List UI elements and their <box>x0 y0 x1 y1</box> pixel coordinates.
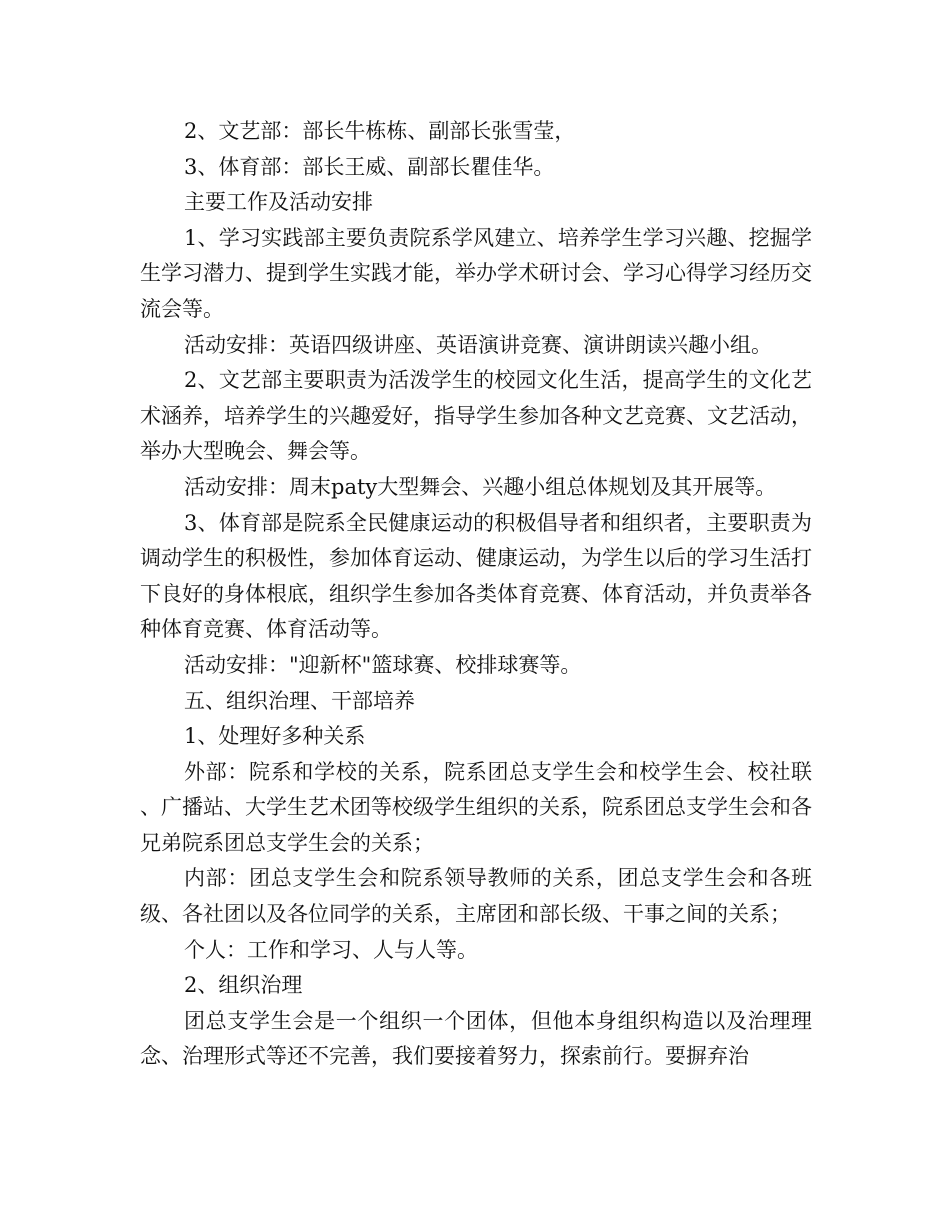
paragraph-sports-activities: 活动安排："迎新杯"篮球赛、校排球赛等。 <box>184 652 582 677</box>
section-heading-main-work: 主要工作及活动安排 <box>184 190 373 215</box>
subheading-relationships: 1、处理好多种关系 <box>184 724 366 749</box>
paragraph-study-practice-duties: 1、学习实践部主要负责院系学风建立、培养学生学习兴趣、挖掘学生学习潜力、提到学生实践才能，举办学术研讨会、学习心得学习经历交流会等。 <box>140 225 812 321</box>
paragraph-sports-dept-heads: 3、体育部：部长王威、副部长瞿佳华。 <box>184 154 555 179</box>
paragraph-arts-dept-heads: 2、文艺部：部长牛栋栋、副部长张雪莹， <box>184 119 576 143</box>
paragraph-arts-activities: 活动安排：周末paty大型舞会、兴趣小组总体规划及其开展等。 <box>184 474 777 499</box>
paragraph-organization-management: 团总支学生会是一个组织一个团体，但他本身组织构造以及治理理念、治理形式等还不完善，我们要接着努力，探索前行。要摒弃治 <box>140 1008 812 1069</box>
paragraph-external-relations: 外部：院系和学校的关系，院系团总支学生会和校学生会、校社联、广播站、大学生艺术团等校级学生组织的关系，院系团总支学生会和各兄弟院系团总支学生会的关系； <box>140 759 812 855</box>
paragraph-internal-relations: 内部：团总支学生会和院系领导教师的关系，团总支学生会和各班级、各社团以及各位同学的关系，主席团和部长级、干事之间的关系； <box>140 866 812 927</box>
paragraph-study-practice-activities: 活动安排：英语四级讲座、英语演讲竞赛、演讲朗读兴趣小组。 <box>184 332 772 357</box>
paragraph-arts-duties: 2、文艺部主要职责为活泼学生的校园文化生活，提高学生的文化艺术涵养，培养学生的兴趣爱好，指导学生参加各种文艺竞赛、文艺活动，举办大型晚会、舞会等。 <box>140 368 812 464</box>
section-heading-organization: 五、组织治理、干部培养 <box>184 688 415 713</box>
document-body <box>140 114 812 1075</box>
paragraph-sports-duties: 3、体育部是院系全民健康运动的积极倡导者和组织者，主要职责为调动学生的积极性，参加体育运动、健康运动，为学生以后的学习生活打下良好的身体根底，组织学生参加各类体育竞赛、体育活动，并负责举各种体育竞赛、体育活动等。 <box>140 510 812 642</box>
paragraph-personal-relations: 个人：工作和学习、人与人等。 <box>184 937 478 962</box>
subheading-organization-management: 2、组织治理 <box>184 973 303 998</box>
